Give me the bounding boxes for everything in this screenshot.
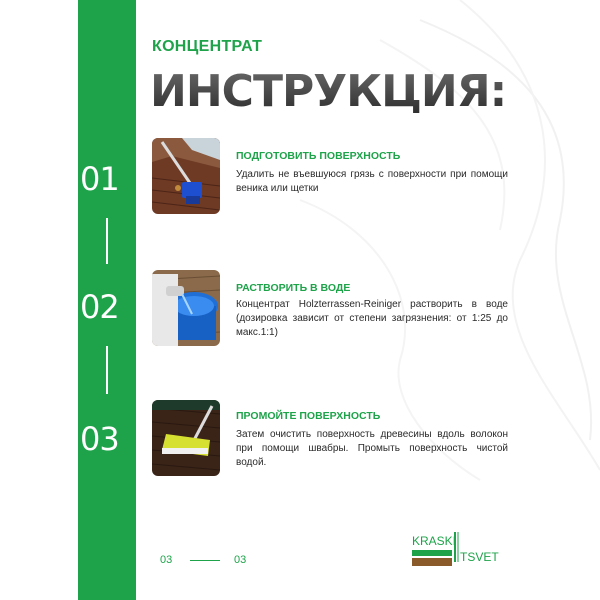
footer-page-right: 03 xyxy=(234,554,247,566)
step-title-2: РАСТВОРИТЬ В ВОДЕ xyxy=(236,282,351,294)
step-title-3: ПРОМОЙТЕ ПОВЕРХНОСТЬ xyxy=(236,410,381,422)
page-title: ИНСТРУКЦИЯ: xyxy=(150,66,507,117)
step-connector-2 xyxy=(106,346,108,394)
step-text-3: Затем очистить поверхность древесины вдоль волокон при помощи швабры. Промыть поверхность чистой водой. xyxy=(236,429,508,468)
logo-bottom-word: TSVET xyxy=(460,550,499,564)
sweeping-deck-photo xyxy=(152,138,220,214)
step-number-2: 02 xyxy=(80,288,119,326)
header-kicker: КОНЦЕНТРАТ xyxy=(152,38,263,55)
footer-divider xyxy=(190,560,220,561)
step-text-1: Удалить не въевшуюся грязь с поверхности при помощи веника или щетки xyxy=(236,169,508,194)
step-text-2: Концентрат Holzterrassen-Reiniger растворить в воде (дозировка зависит от степени загрязнения: от 1:25 до макс.1:1) xyxy=(236,299,508,338)
step-number-1: 01 xyxy=(80,160,119,198)
blue-bucket-photo xyxy=(152,270,220,346)
kraski-tsvet-logo xyxy=(410,528,502,574)
step-title-1: ПОДГОТОВИТЬ ПОВЕРХНОСТЬ xyxy=(236,150,401,162)
step-number-3: 03 xyxy=(80,420,119,458)
step-connector-1 xyxy=(106,218,108,264)
mop-deck-photo xyxy=(152,400,220,476)
logo-top-word: KRASKI xyxy=(412,534,457,548)
footer-page-left: 03 xyxy=(160,554,173,566)
